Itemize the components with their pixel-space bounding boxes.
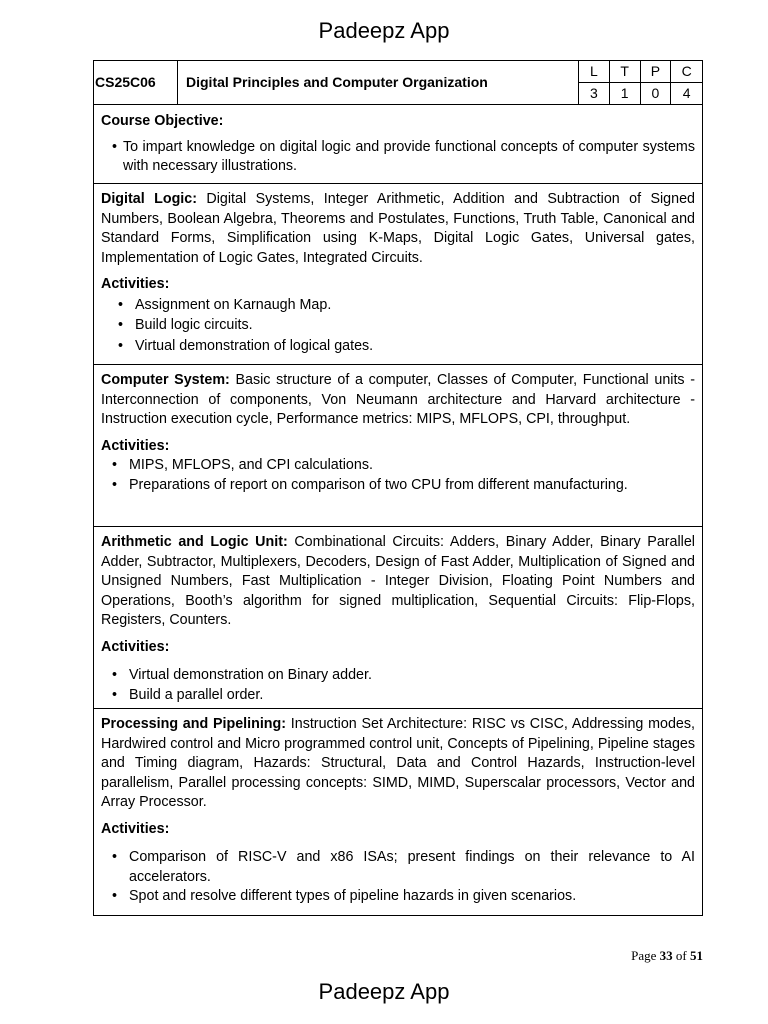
ltpc-header-t: T xyxy=(610,61,641,82)
total-pages: 51 xyxy=(690,948,703,963)
unit-computer-system xyxy=(94,365,702,527)
unit-description xyxy=(101,715,695,813)
ltpc-value-l: 3 xyxy=(579,83,610,104)
activity-item: • Comparison of RISC-V and x86 ISAs; present findings on their relevance to AI accelerators. xyxy=(101,848,695,887)
watermark-bottom: Padeepz App xyxy=(318,979,450,1004)
activity-item: • MIPS, MFLOPS, and CPI calculations. xyxy=(101,456,695,476)
unit-title: Digital Logic: xyxy=(101,191,197,207)
unit-body: Combinational Circuits: Adders, Binary Adder, Binary Parallel Adder, Subtractor, Multiplexers, Decoders, Design of Fast Adder, Multiplication of Signed and Unsigned Numbers, Fast Multiplication - Integer Division, Floating Point Numbers and Operations, Booth’s algorithm for signed multiplication, Sequential Circuits: Flip-Flops, Registers, Counters. xyxy=(101,534,695,628)
activity-item: • Virtual demonstration on Binary adder. xyxy=(101,666,695,686)
activity-item: • Preparations of report on comparison of two CPU from different manufacturing. xyxy=(101,476,695,496)
page-label: Page xyxy=(631,948,657,963)
unit-processing-pipelining xyxy=(94,709,702,915)
unit-title: Processing and Pipelining: xyxy=(101,716,287,732)
activity-item: • Virtual demonstration of logical gates. xyxy=(107,336,695,357)
ltpc-value-p: 0 xyxy=(641,83,672,104)
course-header xyxy=(94,61,702,105)
ltpc-header-p: P xyxy=(641,61,672,82)
activities-heading: Activities: xyxy=(101,820,170,837)
unit-digital-logic xyxy=(94,184,702,365)
course-code: CS25C06 xyxy=(94,61,178,104)
ltpc-grid xyxy=(578,61,702,104)
unit-description xyxy=(101,371,695,430)
unit-body: Digital Systems, Integer Arithmetic, Addition and Subtraction of Signed Numbers, Boolean Algebra, Theorems and Postulates, Functions, Truth Table, Canonical and Standard Forms, Simplification using K-Maps, Digital Logic Gates, Universal gates, Implementation of Logic Gates, Integrated Circuits. xyxy=(101,191,695,266)
unit-title: Arithmetic and Logic Unit: xyxy=(101,534,288,550)
syllabus-table xyxy=(93,60,703,916)
course-title: Digital Principles and Computer Organization xyxy=(186,74,488,90)
objective-item: • To impart knowledge on digital logic and provide functional concepts of computer systems with necessary illustrations. xyxy=(101,138,695,177)
watermark-top: Padeepz App xyxy=(318,18,450,43)
of-label: of xyxy=(675,948,687,963)
objective-section xyxy=(94,104,702,184)
ltpc-header-l: L xyxy=(579,61,610,82)
activities-heading: Activities: xyxy=(101,638,170,655)
unit-title: Computer System: xyxy=(101,372,230,388)
page-number xyxy=(560,948,703,964)
unit-description xyxy=(101,533,695,631)
unit-description xyxy=(101,190,695,268)
unit-body: Instruction Set Architecture: RISC vs CISC, Addressing modes, Hardwired control and Micro programmed control unit, Concepts of Pipelining, Pipeline stages and Timing diagram, Hazards: Structural, Data and Control Hazards, Instruction-level parallelism, Parallel processing concepts: SIMD, MIMD, Superscalar processors, Vector and Array Processor. xyxy=(101,716,695,810)
activities-heading: Activities: xyxy=(101,276,170,292)
unit-arithmetic-logic-unit xyxy=(94,527,702,709)
current-page: 33 xyxy=(659,948,673,963)
ltpc-value-t: 1 xyxy=(610,83,641,104)
objective-heading: Course Objective: xyxy=(101,113,224,129)
ltpc-value-c: 4 xyxy=(682,85,691,101)
activity-item: • Build a parallel order. xyxy=(101,686,695,706)
activities-heading: Activities: xyxy=(101,437,170,454)
activity-item: • Build logic circuits. xyxy=(107,315,695,336)
unit-body: Basic structure of a computer, Classes of Computer, Functional units - Interconnection of components, Von Neumann architecture and Harvard architecture - Instruction execution cycle, Performance metrics: MIPS, MFLOPS, CPI, throughput. xyxy=(101,372,696,427)
activity-item: • Spot and resolve different types of pipeline hazards in given scenarios. xyxy=(101,887,695,907)
ltpc-header-c: C xyxy=(681,63,692,79)
activity-item: • Assignment on Karnaugh Map. xyxy=(107,295,695,316)
